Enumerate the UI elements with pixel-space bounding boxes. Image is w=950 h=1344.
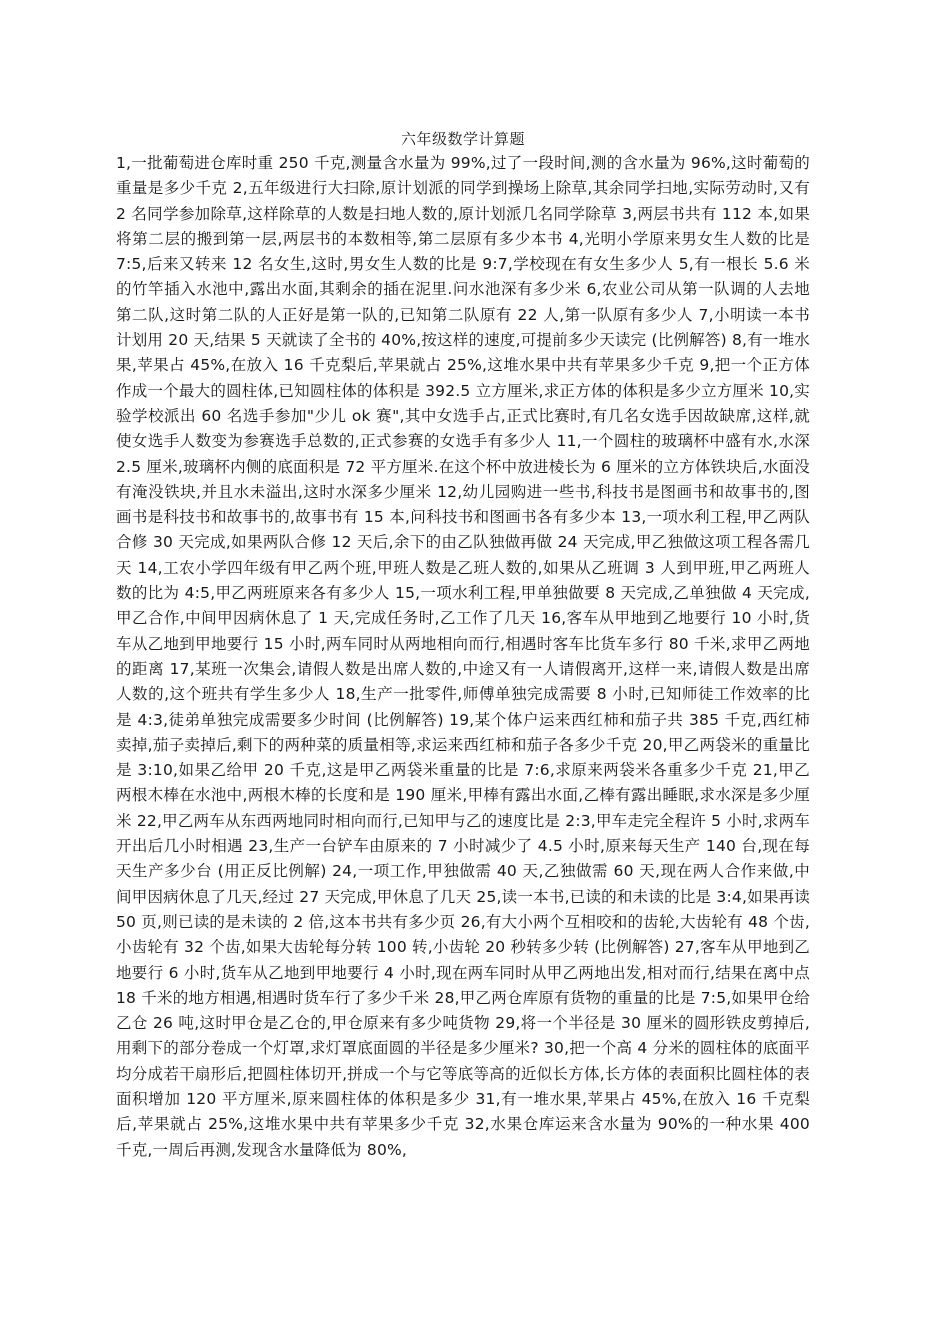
- document-body: 1,一批葡萄进仓库时重 250 千克,测量含水量为 99%,过了一段时间,测的含水量为 96%,这时葡萄的重量是多少千克 2,五年级进行大扫除,原计划派的同学到操场上除草,其余同学扫地,实际劳动时,又有 2 名同学参加除草,这样除草的人数是扫地人数的,原计划派几名同学除草 3,两层书共有 112 本,如果将第二层的搬到第一层,两层书的本数相等,第二层原有多少本书 4,光明小学原来男女生人数的比是 7:5,后来又转来 12 名女生,这时,男女生人数的比是 9:7,学校现在有女生多少人 5,有一根长 5.6 米的竹竿插入水池中,露出水面,其剩余的插在泥里.问水池深有多少米 6,农业公司从第一队调的人去地第二队,这时第二队的人正好是第一队的,已知第二队原有 22 人,第一队原有多少人 7,小明读一本书计划用 20 天,结果 5 天就读了全书的 40%,按这样的速度,可提前多少天读完 (比例解答) 8,有一堆水果,苹果占 45%,在放入 16 千克梨后,苹果就占 25%,这堆水果中共有苹果多少千克 9,把一个正方体作成一个最大的圆柱体,已知圆柱体的体积是 392.5 立方厘米,求正方体的体积是多少立方厘米 10,实验学校派出 60 名选手参加"少儿 ok 赛",其中女选手占,正式比赛时,有几名女选手因故缺席,这样,就使女选手人数变为参赛选手总数的,正式参赛的女选手有多少人 11,一个圆柱的玻璃杯中盛有水,水深 2.5 厘米,玻璃杯内侧的底面积是 72 平方厘米.在这个杯中放进棱长为 6 厘米的立方体铁块后,水面没有淹没铁块,并且水未溢出,这时水深多少厘米 12,幼儿园购进一些书,科技书是图画书和故事书的,图画书是科技书和故事书的,故事书有 15 本,问科技书和图画书各有多少本 13,一项水利工程,甲乙两队合修 30 天完成,如果两队合修 12 天后,余下的由乙队独做再做 24 天完成,甲乙独做这项工程各需几天 14,工农小学四年级有甲乙两个班,甲班人数是乙班人数的,如果从乙班调 3 人到甲班,甲乙两班人数的比为 4:5,甲乙两班原来各有多少人 15,一项水利工程,甲单独做要 8 天完成,乙单独做 4 天完成,甲乙合作,中间甲因病休息了 1 天,完成任务时,乙工作了几天 16,客车从甲地到乙地要行 10 小时,货车从乙地到甲地要行 15 小时,两车同时从两地相向而行,相遇时客车比货车多行 80 千米,求甲乙两地的距离 17,某班一次集会,请假人数是出席人数的,中途又有一人请假离开,这样一来,请假人数是出席人数的,这个班共有学生多少人 18,生产一批零件,师傅单独完成需要 8 小时,已知师徒工作效率的比是 4:3,徒弟单独完成需要多少时间 (比例解答) 19,某个体户运来西红柿和茄子共 385 千克,西红柿卖掉,茄子卖掉后,剩下的两种菜的质量相等,求运来西红柿和茄子各多少千克 20,甲乙两袋米的重量比是 3:10,如果乙给甲 20 千克,这是甲乙两袋米重量的比是 7:6,求原来两袋米各重多少千克 21,甲乙两根木棒在水池中,两根木棒的长度和是 190 厘米,甲棒有露出水面,乙棒有露出睡眠,求水深是多少厘米 22,甲乙两车从东西两地同时相向而行,已知甲与乙的速度比是 2:3,甲车走完全程许 5 小时,求两车开出后几小时相遇 23,生产一台铲车由原来的 7 小时减少了 4.5 小时,原来每天生产 140 台,现在每天生产多少台 (用正反比例解) 24,一项工作,甲独做需 40 天,乙独做需 60 天,现在两人合作来做,中间甲因病休息了几天,经过 27 天完成,甲休息了几天 25,读一本书,已读的和未读的比是 3:4,如果再读 50 页,则已读的是未读的 2 倍,这本书共有多少页 26,有大小两个互相咬和的齿轮,大齿轮有 48 个齿,小齿轮有 32 个齿,如果大齿轮每分转 100 转,小齿轮 20 秒转多少转 (比例解答) 27,客车从甲地到乙地要行 6 小时,货车从乙地到甲地要行 4 小时,现在两车同时从甲乙两地出发,相对而行,结果在离中点 18 千米的地方相遇,相遇时货车行了多少千米 28,甲乙两仓库原有货物的重量的比是 7:5,如果甲仓给乙仓 26 吨,这时甲仓是乙仓的,甲仓原来有多少吨货物 29,将一个半径是 30 厘米的圆形铁皮剪掉后,用剩下的部分卷成一个灯罩,求灯罩底面圆的半径是多少厘米? 30,把一个高 4 分米的圆柱体的底面平均分成若干扇形后,把圆柱体切开,拼成一个与它等底等高的近似长方体,长方体的表面积比圆柱体的表面积增加 120 平方厘米,原来圆柱体的体积是多少 31,有一堆水果,苹果占 45%,在放入 16 千克梨后,苹果就占 25%,这堆水果中共有苹果多少千克 32,水果仓库运来含水量为 90%的一种水果 400 千克,一周后再测,发现含水量降低为 80%,: [116, 154, 810, 1159]
- document-page: [116, 128, 810, 1163]
- document-title: 六年级数学计算题: [400, 130, 525, 148]
